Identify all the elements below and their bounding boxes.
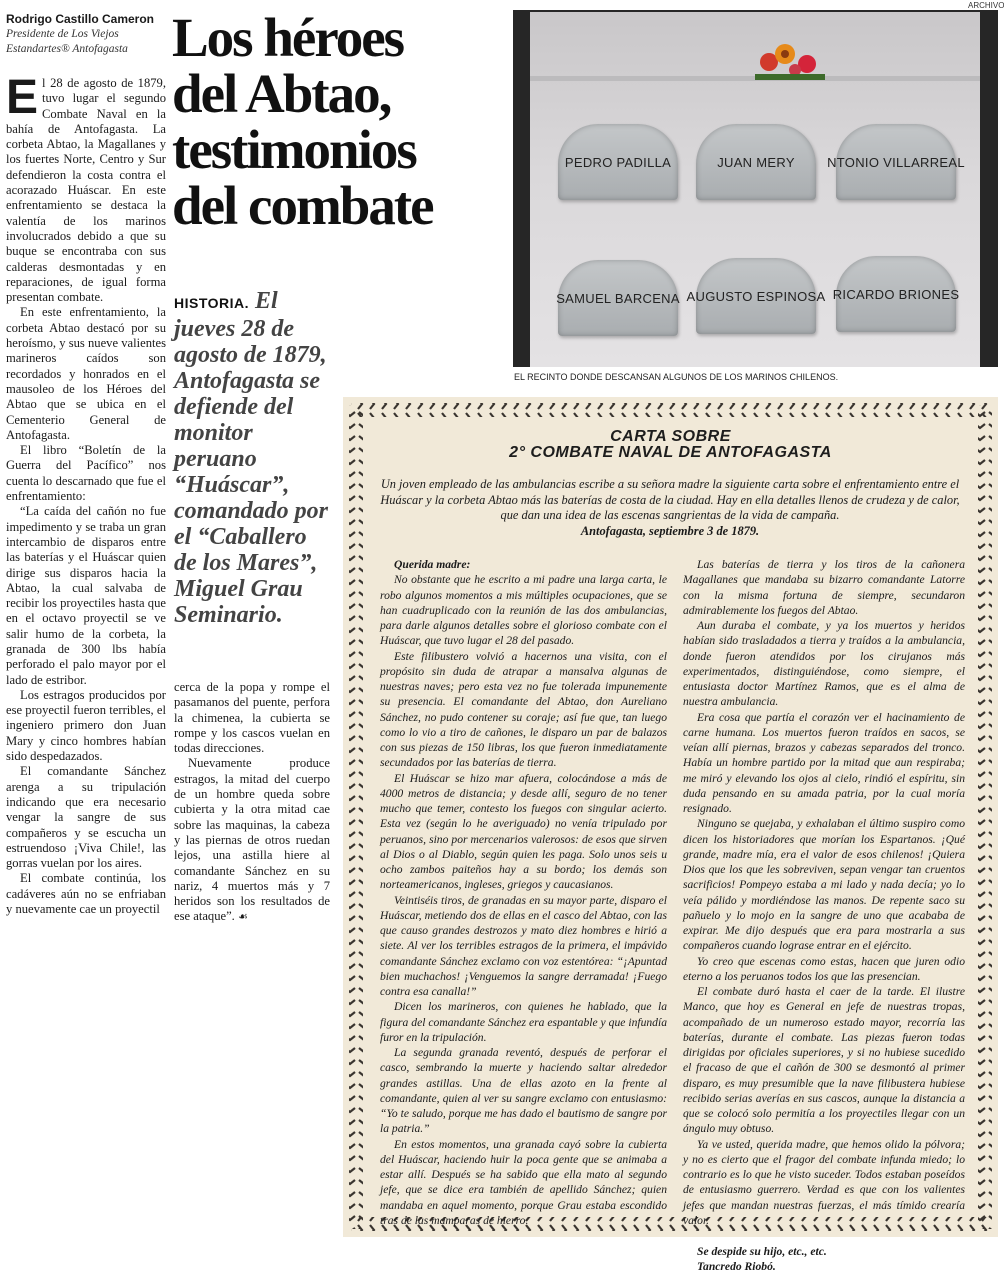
letter-intro-text: Un joven empleado de las ambulancias escribe a su señora madre la siguiente carta sobre el enfrentamiento entre el Huáscar y la corbeta Abtao más las baterías de costa de la ciudad. Hay en ella detalles llenos de crudeza y de calor, que dan una idea de las escenas sangrientas de la vida de campaña. [380, 477, 960, 522]
article-paragraph: El comandante Sánchez arenga a su tripulación indicando que era necesario vengar la sangre de sus compañeros y se escucha un estruendoso ¡Viva Chile!, las gorras vuelan por los aires. [6, 764, 166, 871]
letter-paragraph: Dicen los marineros, con quienes he hablado, que la figura del comandante Sánchez era espantable y que infundía furor en la tripulación. [380, 1000, 667, 1044]
letter-paragraph: Aun duraba el combate, y ya los muertos y heridos habían sido trasladados a tierra y traídos a la ambulancia, donde fueron atendidos por los cirujanos más experimentados, distinguiéndose, como siempre, el entusiasta doctor Martínez Ramos, que es el alma de nuestra ambulancia. [683, 619, 965, 709]
memorial-plaque: SAMUEL BARCENA [558, 260, 678, 336]
letter-paragraph: Veintiséis tiros, de granadas en su mayor parte, disparo el Huáscar, metiendo dos de ellas en el casco del Abtao, con las que causo grandes destrozos y mato diez hombres e hirió a siete. Al ver los terribles estragos de la primera, el impávido comandante Sánchez exclamo con voz estentórea: “¡Apuntad bien muchachos! ¡Venguemos la sangre derramada! ¡Fuego contra esa canalla!” [380, 893, 667, 998]
headline-line: testimonios [172, 119, 416, 180]
letter-signoff: Se despide su hijo, etc., etc. [697, 1245, 827, 1258]
article-column-2 [174, 680, 330, 925]
letter-title-line: 2° COMBATE NAVAL DE ANTOFAGASTA [509, 444, 832, 461]
article-paragraph: En este enfrentamiento, la corbeta Abtao destacó por su heroísmo, y sus nueve valientes marineros caídos son recordados y honrados en el mausoleo de los Héroes del Abtao que se ubica en el Cementerio General de Antofagasta. [6, 305, 166, 442]
article-paragraph: cerca de la popa y rompe el pasamanos del puente, perfora la chimenea, la cubierta se rompe y los cascos vuelan en todas direcciones. [174, 680, 330, 756]
letter-paragraph: Yo creo que escenas como estas, hacen que juren odio eterno a los peruanos todos los que las presencian. [683, 954, 965, 983]
article-paragraph: “La caída del cañón no fue impedimento y se traba un gran intercambio de disparos entre las baterías y el Huáscar quien dirige sus disparos hacia la Abtao, la cual salvaba de recibir los proyectiles hasta que en el octavo proyectil se ve salir humo de la corbeta, la granada de 300 lbs había perforado el palo mayor por el lado de estribor. [6, 504, 166, 687]
headline-line: Los héroes [172, 7, 404, 68]
letter-paragraph: Ya ve usted, querida madre, que hemos olido la pólvora; y no es cierto que el fragor del combate infunda miedo; lo contrario es lo que he visto suceder. Todos estaban poseídos de entusiasmo guerrero. Verdad es que con los valientes jefes que mandan nuestras fuerzas, el más tímido crearía valor. [683, 1137, 965, 1227]
memorial-plaque: RICARDO BRIONES [836, 256, 956, 332]
letter-paragraph: El Huáscar se hizo mar afuera, colocándose a más de 4000 metros de distancia; y desde allí, seguro de no tener mucho que temer, contesto los fuegos con singular acierto. Esta vez (según lo he averiguado) no venía tripulado por peruanos, sino por mercenarios valerosos: de esos que sirven al Dios o al Diablo, según quien les paga. Solo unos seis u ocho zambos paiteños hay a su bordo; los demás son norteamericanos, ingleses, griegos y caucasianos. [380, 771, 667, 892]
letter-paragraph: El combate duró hasta el caer de la tarde. El ilustre Manco, que hoy es General en jefe de nuestras tropas, acompañado de un numeroso estado mayor, recorría las baterías, durante el combate. Las piezas fueron todas dirigidas por oficiales superiores, y si no hubiese sucedido el fracaso de que el cañón de 300 se desmontó al primer disparo, es muy presumible que la nave filibustera hubiese recibido serias averías en sus cascos, aunque la distancia a que se colocó solo permitía a los proyectiles llegar con un ángulo muy obtuso. [683, 985, 965, 1136]
letter-intro [379, 477, 961, 539]
article-paragraph: El libro “Boletín de la Guerra del Pacífico” nos cuenta lo descarnado que fue el enfrentamiento: [6, 443, 166, 504]
letter-sidebar [343, 397, 998, 1274]
letter-salutation: Querida madre: [394, 558, 471, 571]
letter-paragraph: Este filibustero volvió a hacernos una visita, con el propósito sin duda de atrapar a mansalva algunas de nuestras naves; pero esta vez no fue tolerada impunemente su presencia. El comandante del Abtao, don Aureliano Sánchez, no pudo contener su coraje; así fue que, tan luego como lo vio a tiro de cañones, le disparo un par de balazos con sus piezas de 150 libras, los que fueron inmediatamente secundados por las baterías de tierra. [380, 649, 667, 770]
letter-paragraph: En estos momentos, una granada cayó sobre la cubierta del Huáscar, haciendo huir la poca gente que se animaba a estar allí. Después se ha sabido que ella mato al segundo jefe, que se dice era también de apellido Sánchez; quien mandaba en aquel momento, porque Grau estaba escondido tras de las mamparas de hierro. [380, 1137, 667, 1227]
letter-title [343, 429, 998, 461]
memorial-plaque: NTONIO VILLARREAL [836, 124, 956, 200]
section-kicker: HISTORIA. [174, 295, 250, 311]
article-paragraph: El 28 de agosto de 1879, tuvo lugar el segundo Combate Naval en la bahía de Antofagasta. La corbeta Abtao, la Magallanes y los fuertes Norte, Centro y Sur defendieron la costa contra el acorazado Huáscar. En este enfrentamiento se destaca la valentía de los marinos involucrados debido a que su buque se encontraba con sus calderas desmontadas y en reparaciones, de igual forma presentan combate. [6, 71, 166, 305]
flowers-icon [755, 40, 825, 80]
author-role: Presidente de Los Viejos [6, 28, 119, 40]
memorial-plaque: JUAN MERY [696, 124, 816, 200]
article-paragraph: Los estragos producidos por ese proyectil fueron terribles, el ingeniero primero don Juan Mary y cinco hombres habían sido despedazados. [6, 687, 166, 764]
headline [172, 7, 492, 236]
mausoleum-photo [513, 10, 998, 367]
memorial-plaque: PEDRO PADILLA [558, 124, 678, 200]
author-role-org: Estandartes® Antofagasta [6, 43, 128, 55]
article-paragraph: El combate continúa, los cadáveres aún no se enfriaban y nuevamente cae un proyectil [6, 871, 166, 917]
photo-credit: ARCHIVO [968, 1, 1004, 10]
memorial-plaque: AUGUSTO ESPINOSA [696, 258, 816, 334]
headline-line: del Abtao, [172, 63, 391, 124]
drop-cap: E [6, 71, 39, 124]
letter-paragraph: La segunda granada reventó, después de perforar el casco, sembrando la muerte y haciendo saltar alrededor grandes astillas. Una de ellas azoto en la frente al comandante, quien al ver su sangre exclamo con entusiasmo: “Yo te saludo, porque me has dado el bautismo de sangre por la patria.” [380, 1046, 667, 1136]
letter-paragraph: Ninguno se quejaba, y exhalaban el último suspiro como dicen los historiadores que morían los Espartanos. ¡Qué grande, madre mía, era el valor de esos chilenos! ¡Quiera Dios que los que les sobreviven, sepan vengar tan cruentos sacrificios! Pompeyo estaba a mi lado y nada decía; yo lo veía pálido y mordiéndose las manos. De repente saco su pañuelo y lo mojo en la sangre de uno que acababa de expirar. Me dijo después que era para mostrarla a sus compañeros cuando lograse entrar en el ejército. [683, 817, 965, 953]
author-name: Rodrigo Castillo Cameron [6, 12, 155, 26]
letter-column-2 [683, 557, 965, 1275]
author-block [6, 12, 166, 57]
headline-line: del combate [172, 175, 433, 236]
letter-title-line: CARTA SOBRE [610, 428, 731, 445]
lead-paragraph [174, 288, 334, 628]
letter-date: Antofagasta, septiembre 3 de 1879. [580, 523, 760, 538]
article-column-1 [6, 71, 166, 917]
letter-paragraph: No obstante que he escrito a mi padre una larga carta, le robo algunos momentos a mis múltiples ocupaciones, que se han cuadruplicado con la reunión de las dos ambulancias, para darle algunos detalles sobre el glorioso combate con el Huáscar, que tuvo lugar el 28 del pasado. [380, 573, 667, 648]
end-mark-icon: ☙ [238, 910, 248, 924]
mausoleum-wall [530, 12, 980, 367]
letter-paragraph: Las baterías de tierra y los tiros de la cañonera Magallanes que mandaba su bizarro comandante Latorre con la misma fortuna de siempre, secundaron admirablemente los fuegos del Abtao. [683, 558, 965, 617]
letter-column-1 [380, 557, 667, 1228]
letter-signature: Tancredo Riobó. [697, 1260, 776, 1274]
lead-text: El jueves 28 de agosto de 1879, Antofagasta se defiende del monitor peruano “Huáscar”, comandado por el “Caballero de los Mares”, Miguel Grau Seminario. [174, 288, 329, 628]
photo-caption: EL RECINTO DONDE DESCANSAN ALGUNOS DE LOS MARINOS CHILENOS. [514, 372, 839, 382]
letter-paragraph: Era cosa que partía el corazón ver el hacinamiento de carne humana. Los muertos fueron traídos en sacos, se veían allí piernas, brazos y cabezas separados del tronco. Había un hombre partido por la mitad que aun respiraba; me miró y elevando los ojos al cielo, rindió el espíritu, sin duda pensando en su amada patria, por la cual moría resignado. [683, 710, 965, 815]
article-paragraph: Nuevamente produce estragos, la mitad del cuerpo de un hombre queda sobre cubierta y la otra mitad cae sobre las maquinas, la cabeza y las piernas de otros ruedan lejos, una astilla hiere al comandante Sánchez en su nariz, 4 muertos más y 7 heridos son los resultados de ese ataque”. ☙ [174, 756, 330, 924]
